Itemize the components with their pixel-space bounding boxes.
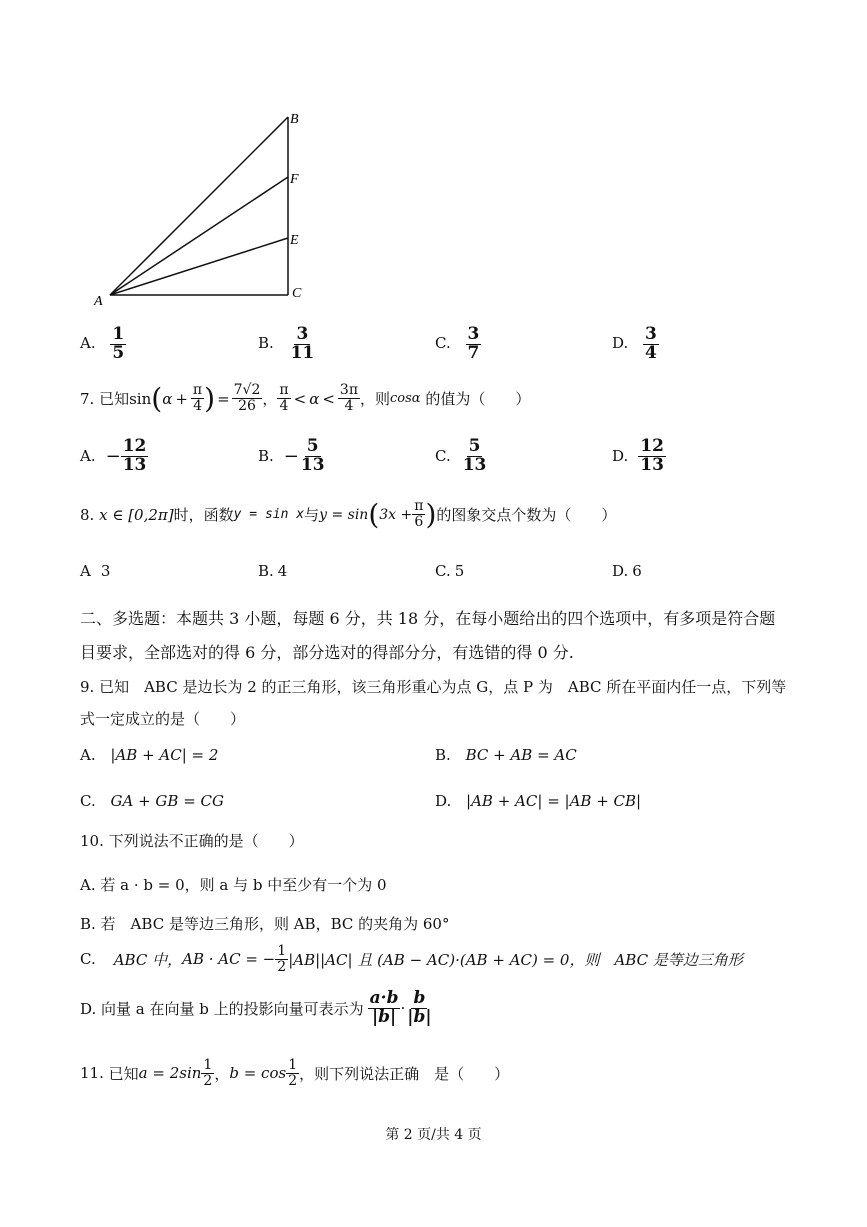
q7-option-a[interactable]: [80, 438, 148, 475]
option-expr: |AB||AC| 且 (AB − AC)·(AB + AC) = 0，则 ABC 是等边三角形: [288, 950, 743, 969]
numerator: 5: [468, 436, 481, 456]
denominator: 6: [414, 514, 424, 530]
denominator: 7: [467, 342, 480, 363]
stem-text: 的图象交点个数为（ ）: [436, 506, 617, 524]
option-label: C.: [435, 447, 451, 466]
page-footer: 第 2 页/共 4 页: [385, 1127, 482, 1143]
cos-alpha: cosα: [390, 391, 421, 406]
b-expr: b = cos: [229, 1064, 287, 1083]
stem-prefix: 已知: [99, 390, 130, 408]
function-1: y = sin x: [233, 507, 305, 522]
q8-option-b[interactable]: [258, 562, 287, 580]
option-value: 6: [632, 562, 642, 580]
q7-option-d[interactable]: [612, 438, 666, 475]
function-2-inner: 3x +: [379, 506, 413, 523]
q10-option-c[interactable]: [80, 944, 743, 974]
then-text: ，则: [360, 390, 391, 408]
q10-option-a[interactable]: A. 若 a · b = 0，则 a 与 b 中至少有一个为 0: [80, 876, 387, 894]
minus-sign: −: [283, 445, 299, 467]
option-label: C.: [80, 950, 96, 969]
alpha-symbol: α: [162, 389, 173, 408]
pi-over-6: [412, 499, 425, 529]
option-label: D.: [612, 447, 629, 466]
option-label: C.: [435, 334, 451, 353]
option-fraction: [121, 438, 149, 475]
one-half: [275, 944, 288, 974]
q8-option-a[interactable]: [80, 562, 110, 580]
stem-suffix: ，则下列说法正确 是（ ）: [299, 1064, 510, 1083]
option-label: D.: [435, 792, 452, 810]
option-label: A.: [80, 746, 96, 764]
option-fraction: [461, 438, 489, 475]
numerator: 1: [288, 1057, 298, 1073]
q9-stem-line2: 式一定成立的是（ ）: [80, 710, 246, 728]
right-paren: ): [204, 382, 216, 415]
projection-fraction-2: [405, 990, 433, 1027]
q9-option-c[interactable]: [80, 792, 224, 810]
option-fraction: [110, 326, 126, 363]
numerator: 5: [306, 436, 319, 456]
option-label: B.: [435, 746, 451, 764]
denominator: 26: [238, 398, 256, 414]
stem-suffix: 的值为（ ）: [425, 390, 531, 408]
denominator: 2: [203, 1072, 213, 1089]
option-fraction: [638, 438, 666, 475]
left-paren: (: [151, 382, 163, 415]
option-text: D. 向量 a 在向量 b 上的投影向量可表示为: [80, 999, 364, 1018]
option-value: 3: [100, 562, 111, 580]
numerator: π: [192, 382, 203, 399]
q7-option-b[interactable]: [258, 438, 327, 475]
option-expr: GA + GB = CG: [110, 792, 224, 810]
domain-expr: x ∈ [0,2π]: [99, 505, 174, 524]
q6-option-c[interactable]: [435, 326, 481, 363]
q9-option-b[interactable]: [435, 746, 577, 764]
numerator: 3: [467, 324, 480, 344]
option-label: B.: [258, 334, 274, 353]
segment-AB: [110, 117, 288, 295]
denominator: 13: [640, 454, 664, 475]
a-expr: a = 2sin: [138, 1064, 202, 1083]
comma: ，: [262, 390, 278, 408]
alpha-symbol: α: [309, 389, 320, 408]
question-number: 11.: [80, 1064, 104, 1083]
triangle-figure: [90, 105, 320, 310]
option-fraction: [299, 438, 327, 475]
option-text: ABC 中，: [113, 950, 183, 969]
less-than: <: [293, 389, 307, 408]
less-than: <: [322, 389, 335, 408]
option-fraction: [643, 326, 659, 363]
equals-sign: =: [217, 389, 230, 408]
q6-option-b[interactable]: [258, 326, 316, 363]
q10-option-d[interactable]: [80, 990, 434, 1027]
denominator: 13: [300, 454, 325, 475]
option-label: A.: [80, 334, 96, 353]
denominator: |b|: [371, 1006, 397, 1027]
dot-operator: ·: [400, 999, 406, 1018]
b-half: [286, 1058, 299, 1088]
plus-sign: +: [175, 389, 188, 408]
option-label: B.: [258, 562, 274, 580]
option-expr: AB · AC = −: [182, 950, 276, 969]
q6-option-d[interactable]: [612, 326, 659, 363]
option-label: B.: [258, 447, 274, 466]
denominator: 2: [277, 958, 287, 975]
right-paren: ): [425, 498, 437, 531]
stem-prefix: 已知: [108, 1064, 139, 1083]
numerator: 12: [640, 436, 664, 456]
option-value: 4: [277, 562, 288, 580]
segment-AF: [110, 177, 288, 295]
option-fraction: [466, 326, 482, 363]
numerator: 3: [296, 324, 309, 344]
section-heading: 二、多选题：本题共 3 小题，每题 6 分，共 18 分，在每小题给出的四个选项中，有多项是符合题目要求，全部选对的得 6 分，部分选对的得部分分，有选错的得 0 分.: [80, 609, 776, 662]
q8-option-c[interactable]: [435, 562, 464, 580]
q9-option-a[interactable]: [80, 746, 218, 764]
label-C: C: [292, 286, 302, 301]
label-B: B: [290, 112, 299, 127]
q9-stem-line1: 9. 已知 ABC 是边长为 2 的正三角形，该三角形重心为点 G，点 P 为 ABC 所在平面内任一点，下列等: [80, 678, 787, 696]
comma: ，: [214, 1064, 230, 1083]
numerator: 7√2: [233, 382, 261, 399]
denominator: 11: [290, 342, 315, 363]
stem-text: 时，函数: [173, 506, 234, 524]
left-paren: (: [368, 498, 380, 531]
denominator: 4: [344, 398, 354, 414]
question-number: 8.: [80, 505, 95, 524]
rhs-fraction: [232, 383, 263, 413]
denominator: 13: [122, 454, 147, 475]
pi-over-4: [191, 383, 204, 413]
q6-option-a[interactable]: [80, 326, 126, 363]
q7-stem: [80, 382, 530, 415]
option-expr: |AB + AC| = |AB + CB|: [466, 792, 642, 810]
a-half: [201, 1058, 214, 1088]
range-lower: [277, 383, 290, 413]
q9-option-d[interactable]: [435, 792, 641, 810]
q8-stem: [80, 498, 616, 531]
numerator: 3π: [339, 382, 359, 399]
q7-option-c[interactable]: [435, 438, 488, 475]
option-label: C.: [80, 792, 96, 810]
numerator: π: [414, 498, 424, 515]
numerator: 12: [122, 436, 147, 456]
option-label: A: [80, 562, 91, 580]
option-fraction: [289, 326, 317, 363]
stem-text: 与: [304, 506, 320, 524]
label-E: E: [290, 233, 299, 248]
option-label: C.: [435, 562, 451, 580]
numerator: 1: [203, 1057, 213, 1073]
q11-stem: [80, 1058, 509, 1088]
q8-option-d[interactable]: [612, 562, 642, 580]
numerator: 3: [645, 324, 657, 344]
minus-sign: −: [105, 445, 121, 467]
numerator: 1: [112, 324, 125, 344]
denominator: 4: [645, 342, 657, 363]
denominator: 5: [112, 342, 125, 363]
denominator: 4: [193, 398, 202, 414]
option-expr: BC + AB = AC: [465, 746, 577, 764]
numerator: a·b: [369, 988, 399, 1008]
option-label: A.: [80, 447, 96, 466]
q10-option-b[interactable]: B. 若 ABC 是等边三角形，则 AB，BC 的夹角为 60°: [80, 915, 450, 933]
segment-AE: [110, 238, 288, 295]
label-A: A: [94, 294, 103, 309]
option-label: D.: [612, 562, 629, 580]
denominator: 2: [288, 1072, 298, 1089]
denominator: |b|: [407, 1006, 432, 1027]
q10-stem: 10. 下列说法不正确的是（ ）: [80, 832, 304, 850]
numerator: 1: [277, 943, 287, 959]
function-2-lhs: y = sin: [319, 506, 369, 523]
option-expr: |AB + AC| = 2: [110, 746, 219, 764]
denominator: 13: [462, 454, 487, 475]
numerator: b: [413, 988, 426, 1008]
range-upper: [338, 383, 360, 413]
numerator: π: [279, 382, 289, 399]
question-number: 7.: [80, 389, 95, 408]
option-value: 5: [454, 562, 465, 580]
sin-func: sin: [129, 389, 152, 408]
denominator: 4: [279, 398, 289, 414]
projection-fraction-1: [368, 990, 401, 1027]
label-F: F: [290, 172, 299, 187]
option-label: D.: [612, 334, 629, 353]
